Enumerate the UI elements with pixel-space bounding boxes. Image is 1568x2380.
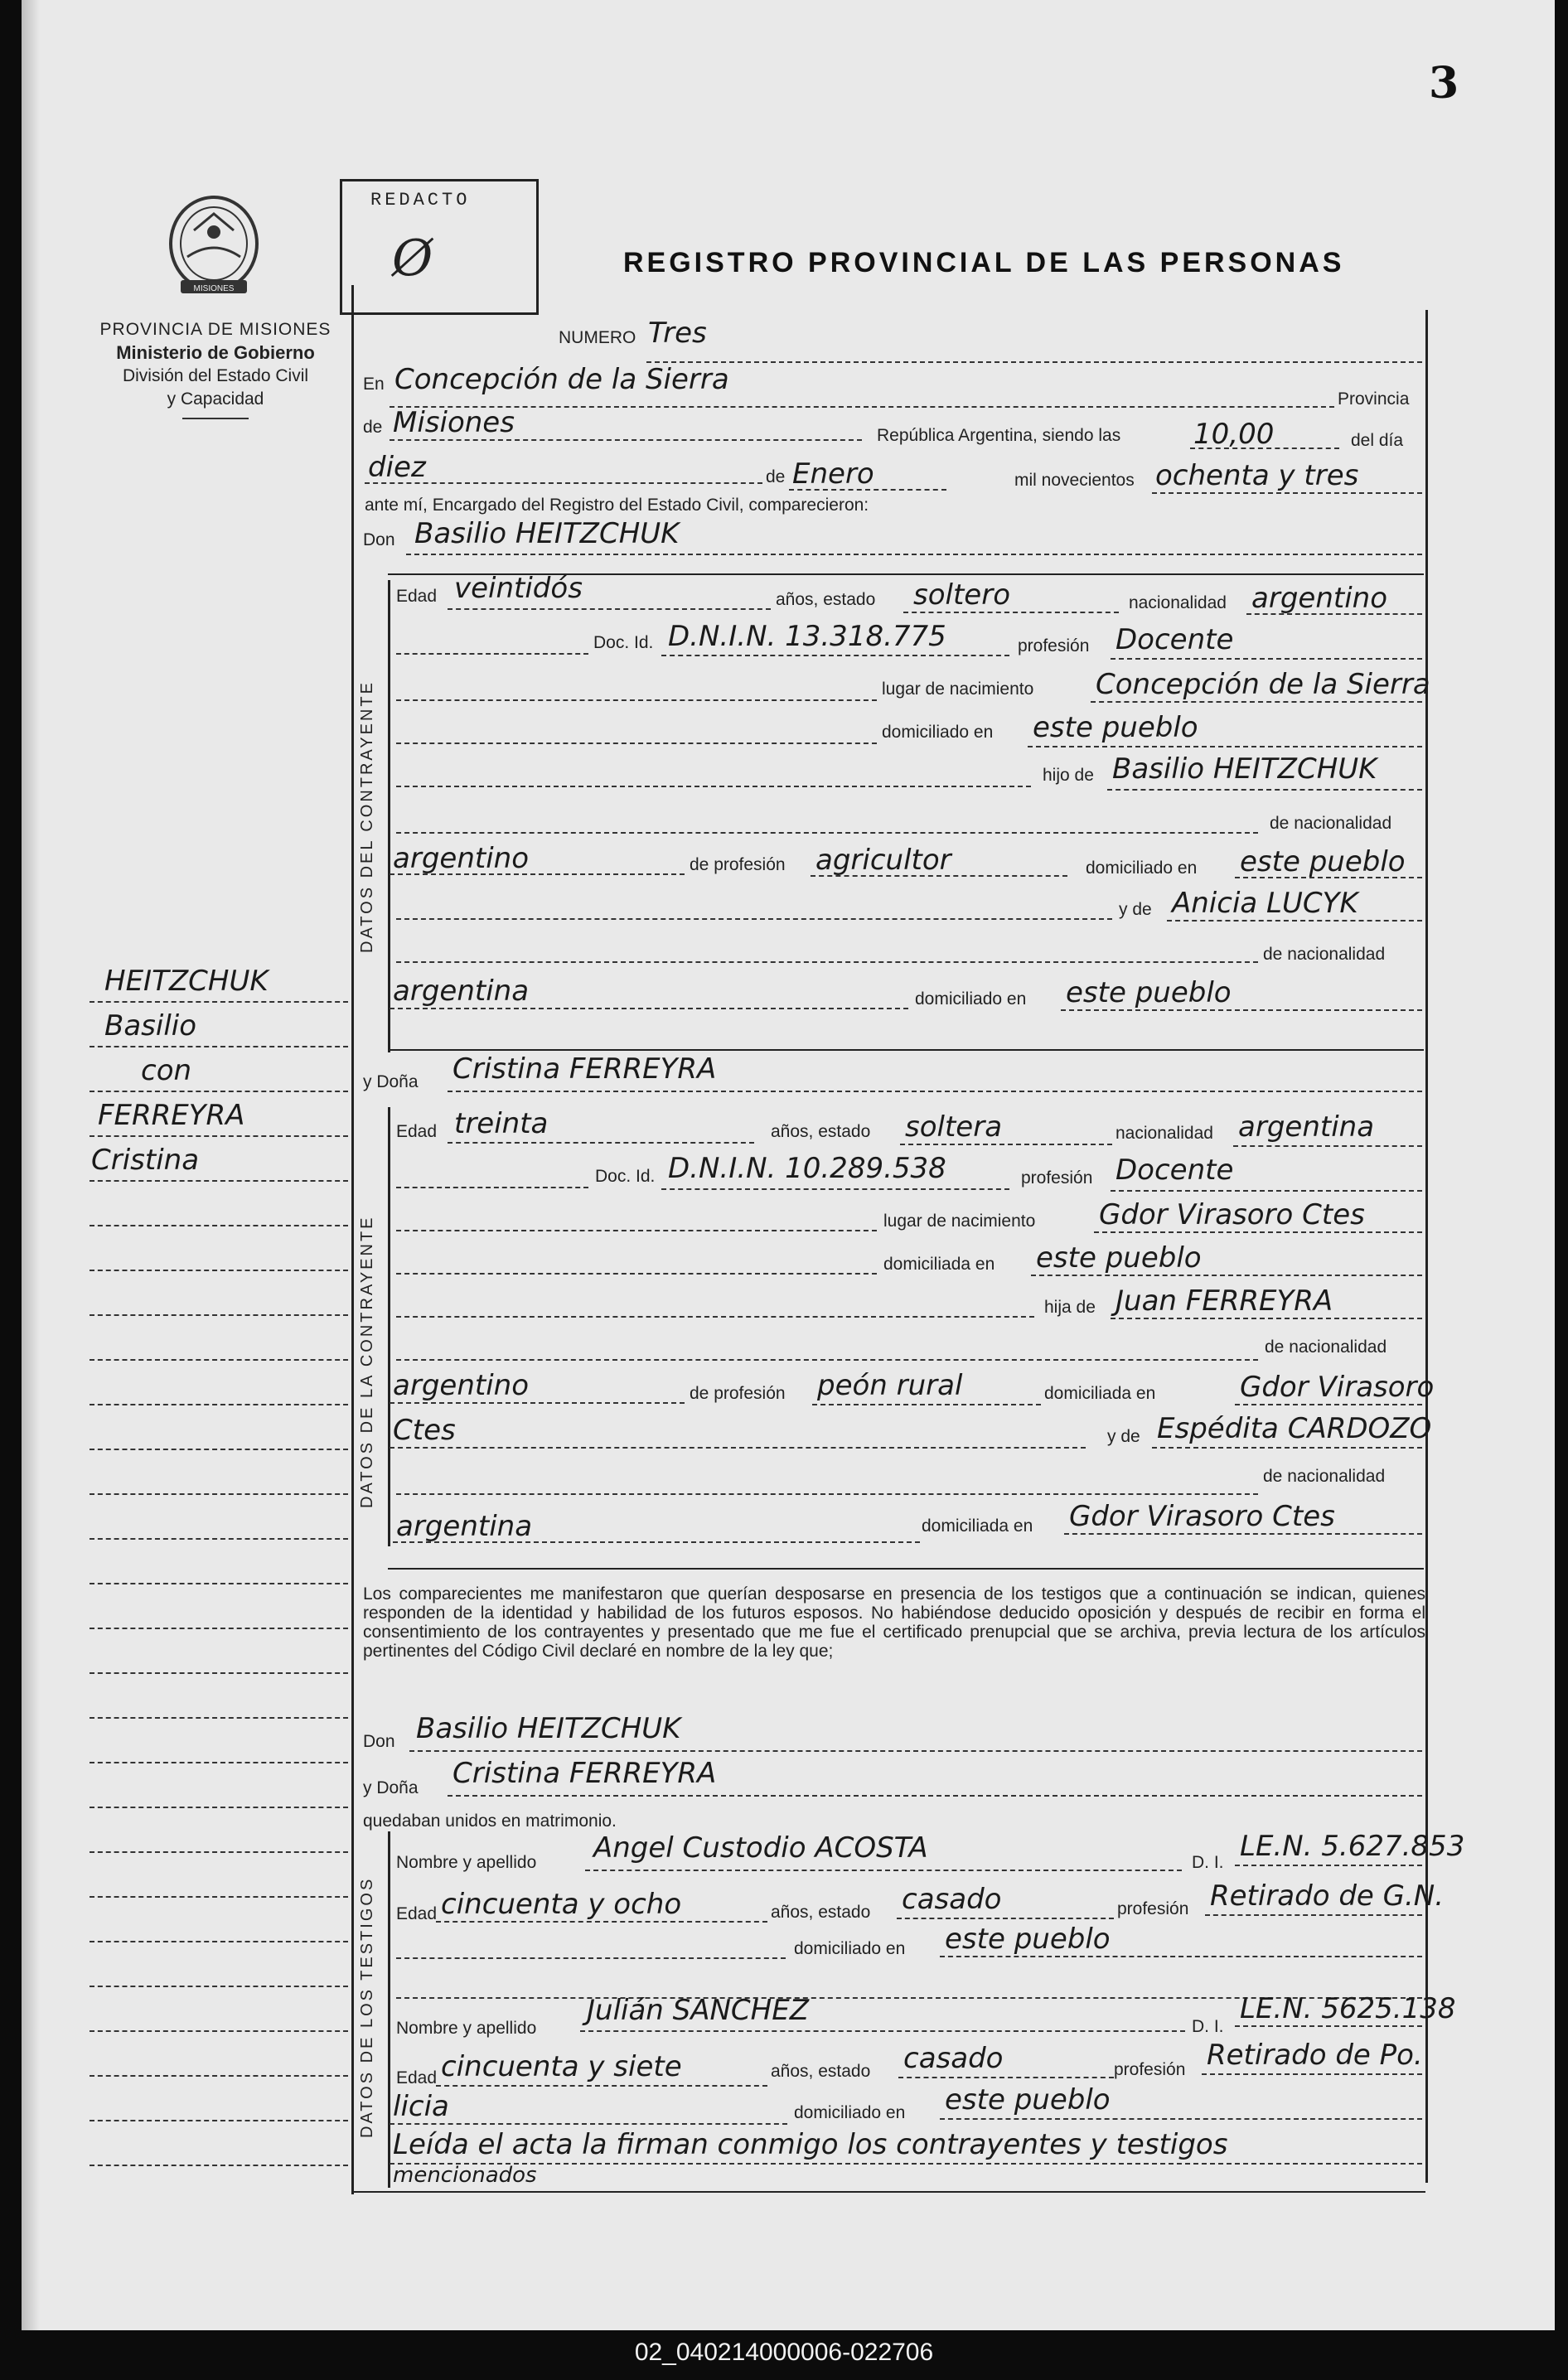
w2-prof: Retirado de Po. [1207,2039,1423,2072]
rule [388,1568,1424,1570]
groom-lugar: Concepción de la Sierra [1096,668,1430,701]
groom-edad-label: Edad [396,587,438,606]
margin-note-given: Basilio [104,1009,197,1042]
mes-value: Enero [792,457,874,491]
bride-padre-prof: peón rural [817,1369,963,1402]
witness-section-label: DATOS DE LOS TESTIGOS [358,1876,376,2138]
w2-nombre-label: Nombre y apellido [396,2019,537,2038]
w1-estado: casado [902,1883,1002,1916]
bride-name: Cristina FERREYRA [452,1052,717,1086]
bride-estado-label: años, estado [771,1122,871,1141]
provincia-label: Provincia [1338,389,1410,409]
w1-edad: cincuenta y ocho [441,1888,682,1921]
rule [351,2191,1425,2193]
groom-nac: argentino [1251,582,1387,615]
bride-doc-label: Doc. Id. [595,1167,656,1186]
w1-nombre: Angel Custodio ACOSTA [593,1831,928,1865]
bride-section-label: DATOS DE LA CONTRAYENTE [358,1215,376,1508]
groom-hijo-label: hijo de [1043,766,1094,785]
w2-prof-label: profesión [1114,2060,1186,2079]
margin-divider [351,285,354,2194]
redacto-mark: Ø [392,230,433,288]
office-division: División del Estado Civil [122,366,309,385]
bride-nac-label: nacionalidad [1116,1124,1213,1143]
bride-estado: soltera [905,1110,1003,1144]
groom-block-bar [388,580,390,1052]
bride-dom-label: domiciliada en [883,1255,995,1274]
groom-edad: veintidós [454,572,583,605]
w2-nombre: Julián SANCHEZ [587,1994,810,2027]
bride-padre-prof-label: de profesión [690,1384,786,1403]
groom-padre-nac: argentino [393,842,529,875]
groom-madre-dom: este pueblo [1066,976,1232,1009]
closing-line-1: Leída el acta la firman conmigo los contrayentes y testigos [393,2128,1228,2161]
groom-padre-dom: este pueblo [1240,845,1406,878]
bride-nac: argentina [1238,1110,1375,1144]
groom-nac-label: nacionalidad [1129,593,1227,612]
bride-madre-nac: argentina [396,1510,533,1543]
w1-dom: este pueblo [945,1923,1111,1956]
bride-doc: D.N.I.N. 10.289.538 [668,1152,946,1185]
w2-edad-label: Edad [396,2068,438,2087]
office-header [83,318,348,419]
groom-dom-label: domiciliado en [882,723,994,742]
margin-note-surname: HEITZCHUK [104,965,269,998]
groom-madre-dom-label: domiciliado en [915,989,1027,1009]
w2-estado: casado [903,2042,1004,2075]
en-label: En [363,375,385,394]
anio-value: ochenta y tres [1155,459,1359,492]
groom-padre: Basilio HEITZCHUK [1112,752,1377,786]
w1-di: LE.N. 5.627.853 [1240,1830,1465,1863]
groom-dom: este pueblo [1033,711,1198,744]
redacto-label: REDACTO [370,190,471,210]
binding-edge [22,0,40,2330]
declared-dona: Cristina FERREYRA [452,1757,717,1790]
margin-note-con: con [141,1054,192,1087]
w2-prof-cont: licia [393,2090,449,2123]
declaration-paragraph: Los comparecientes me manifestaron que querían desposarse en presencia de los testigos que a continuación se indican, quienes responden de la identidad y habilidad de los futuros esposos. No habiéndose deducido oposición y después de recibir en forma el consentimiento de los contrayentes y presentado que me fue el certificado prenupcial que se archiva, previa lectura de los artículos pertinentes del Código Civil declaré en nombre de la ley que; [363,1584,1425,1661]
w1-nombre-label: Nombre y apellido [396,1853,537,1872]
bride-madre-nac-label: de nacionalidad [1263,1467,1386,1486]
del-dia-label: del día [1351,431,1404,450]
dia-value: diez [368,451,426,484]
office-ministry: Ministerio de Gobierno [116,342,315,363]
groom-section-label: DATOS DEL CONTRAYENTE [358,680,376,953]
bride-lugar: Gdor Virasoro Ctes [1099,1198,1365,1231]
w1-estado-label: años, estado [771,1903,871,1922]
republica-label: República Argentina, siendo las [877,426,1121,445]
groom-doc-label: Doc. Id. [593,633,654,652]
mil-label: mil novecientos [1014,471,1135,490]
w1-dom-label: domiciliado en [794,1939,906,1958]
declared-don-label: Don [363,1732,395,1751]
w2-dom-label: domiciliado en [794,2103,906,2122]
declared-dona-label: y Doña [363,1778,419,1797]
w1-prof: Retirado de G.N. [1210,1879,1445,1913]
de-label: de [363,418,383,437]
provincia-value: Misiones [393,406,515,439]
don-value: Basilio HEITZCHUK [414,517,680,550]
bride-madre: Espédita CARDOZO [1157,1412,1432,1445]
groom-estado: soltero [913,578,1010,612]
bride-madre-dom-label: domiciliada en [922,1517,1033,1536]
bride-madre-label: y de [1107,1427,1140,1446]
don-label: Don [363,530,395,549]
groom-madre: Anicia LUCYK [1172,887,1358,920]
groom-madre-nac-label: de nacionalidad [1263,945,1386,964]
margin-note-given2: Cristina [91,1144,200,1177]
provincial-seal-icon [162,189,265,303]
lugar-value: Concepción de la Sierra [394,363,729,396]
w2-dom: este pueblo [945,2083,1111,2116]
numero-value: Tres [648,317,707,350]
y-dona-label: y Doña [363,1072,419,1091]
closing-line-2: mencionados [393,2163,537,2188]
office-rule [182,418,249,419]
quedaban-label: quedaban unidos en matrimonio. [363,1812,617,1831]
bride-block-bar [388,1107,390,1546]
seal-text: MISIONES [193,284,235,293]
w2-edad: cincuenta y siete [441,2050,682,2083]
groom-padre-nac-label: de nacionalidad [1270,814,1392,833]
groom-estado-label: años, estado [776,590,876,609]
w2-estado-label: años, estado [771,2062,871,2081]
de-mes-label: de [766,467,786,486]
groom-prof-label: profesión [1018,636,1090,655]
declared-don: Basilio HEITZCHUK [416,1712,681,1745]
bride-padre-dom-cont: Ctes [393,1414,456,1447]
w1-edad-label: Edad [396,1904,438,1923]
groom-madre-label: y de [1119,900,1152,919]
groom-prof: Docente [1116,623,1234,656]
bride-edad-label: Edad [396,1122,438,1141]
groom-padre-dom-label: domiciliado en [1086,859,1198,878]
w2-di: LE.N. 5625.138 [1240,1992,1456,2025]
document-title: REGISTRO PROVINCIAL DE LAS PERSONAS [623,247,1345,278]
image-id-footer: 02_040214000006-022706 [634,2339,934,2366]
groom-lugar-label: lugar de nacimiento [882,680,1034,699]
bride-lugar-label: lugar de nacimiento [883,1212,1036,1231]
page-number: 3 [1429,58,1459,109]
w1-prof-label: profesión [1117,1899,1189,1918]
w2-di-label: D. I. [1192,2017,1224,2036]
office-province: PROVINCIA DE MISIONES [99,320,332,339]
groom-doc: D.N.I.N. 13.318.775 [668,620,946,653]
bride-padre-dom-label: domiciliada en [1044,1384,1156,1403]
bride-padre-nac: argentino [393,1369,529,1402]
bride-dom: este pueblo [1036,1241,1202,1275]
ante-label: ante mí, Encargado del Registro del Estado Civil, comparecieron: [365,496,869,515]
groom-padre-prof-label: de profesión [690,855,786,874]
bride-padre-nac-label: de nacionalidad [1265,1338,1387,1357]
bride-padre-dom: Gdor Virasoro [1240,1371,1435,1404]
groom-padre-prof: agricultor [815,844,951,877]
bride-hija-label: hija de [1044,1298,1096,1317]
bride-madre-dom: Gdor Virasoro Ctes [1069,1500,1335,1533]
groom-madre-nac: argentina [393,975,530,1008]
margin-note-surname2: FERREYRA [98,1099,245,1132]
office-capacity: y Capacidad [167,389,264,409]
redacto-stamp [340,179,539,315]
bride-padre: Juan FERREYRA [1116,1284,1333,1318]
numero-label: NUMERO [559,328,636,347]
witness-block-bar [388,1831,390,2188]
bride-prof: Docente [1116,1154,1234,1187]
hora-value: 10,00 [1193,418,1275,451]
bride-edad: treinta [454,1107,549,1140]
rule [388,1049,1424,1051]
bride-prof-label: profesión [1021,1168,1093,1188]
w1-di-label: D. I. [1192,1853,1224,1872]
